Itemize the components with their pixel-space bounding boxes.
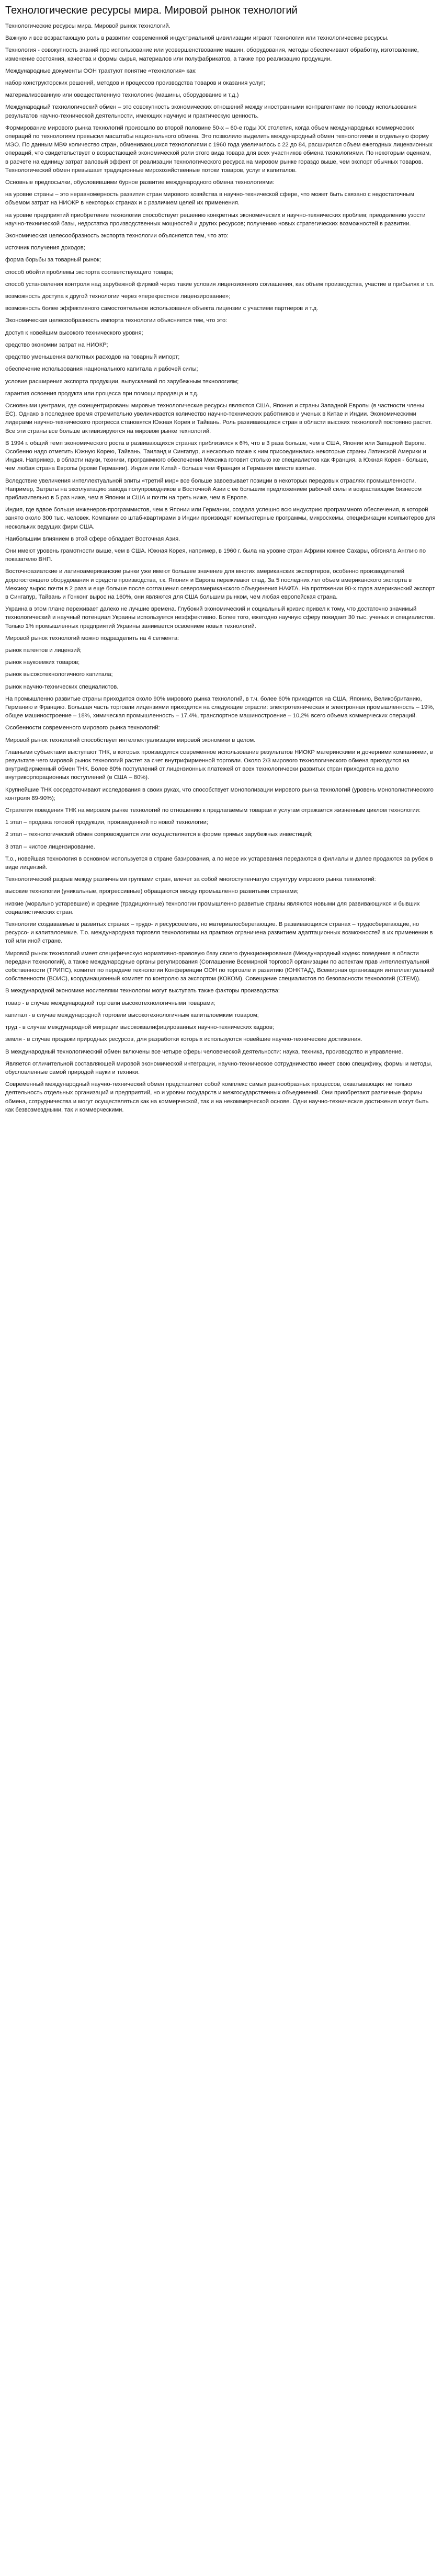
paragraph: Мировой рынок технологий способствует интеллектуализации мировой экономики в целом.	[5, 737, 256, 743]
paragraph: материализованную или овеществленную технологию (машины, оборудование и т.д.)	[5, 92, 239, 99]
paragraph: В 1994 г. общий темп экономического роста в развивающихся странах приблизился к 6%, что в 3 раза больше, чем в США, Японии или Западной Европе. Особенно надо отметить Южную Корею, Тайвань, Таиланд и Сингапур, и несколько позже к ним присоединились некоторые страны Латинской Америки и Индия. Например, в области науки, техники, программного обеспечения Мексика готовит столько же специалистов как Франция, а Южная Корея - больше, чем любая страна Европы (кроме Германии). Индия или Китай - больше чем Франция и Германия вместе взятые.	[5, 440, 429, 472]
page-title: Технологические ресурсы мира. Мировой рынок технологий	[5, 5, 298, 16]
paragraph: рынок высокотехнологичного капитала;	[5, 671, 113, 678]
paragraph: источник получения доходов;	[5, 245, 85, 251]
paragraph: Современный международный научно-технический обмен представляет собой комплекс самых разнообразных процессов, охватывающих не только деятельность отдельных организаций и предприятий, но и уровни государств и межгосударственных объединений. Они приобретают различные формы обмена, сотрудничества и могут осуществляться как на коммерческой, так и на некоммерческой основе. Одни научно-технические достижения могут быть как безвозмездными, так и коммерческими.	[5, 1081, 429, 1113]
paragraph: Основными центрами, где сконцентрированы мировые технологические ресурсы являются США, Япония и страны Западной Европы (в частности члены ЕС). Однако в последнее время стремительно увеличивается количество научно-технических работников и ученых в Китае и Индии. Экономическими лидерами научно-технического прогресса становятся Южная Корея и Тайвань. Роль развивающихся стран в области высоких технологий постоянно растет. Все эти страны все больше активизируются на мировом рынке технологий.	[5, 402, 432, 434]
paragraph: 2 этап – технологический обмен сопровождается или осуществляется в форме прямых зарубежных инвестиций;	[5, 831, 313, 838]
paragraph: Технологический разрыв между различными группами стран, влечет за собой многоступенчатую структуру мирового рынка технологий:	[5, 876, 376, 883]
paragraph: Мировой рынок технологий можно подразделить на 4 сегмента:	[5, 635, 179, 642]
article-body	[5, 22, 436, 1114]
paragraph: земля - в случае продажи природных ресурсов, для разработки которых используются новейшие научно-технические достижения.	[5, 1036, 362, 1043]
paragraph: средство экономии затрат на НИОКР;	[5, 341, 108, 348]
paragraph: 3 этап – чистое лицензирование.	[5, 843, 95, 850]
paragraph: Они имеют уровень грамотности выше, чем в США. Южная Корея, например, в 1960 г. была на уровне стран Африки южнее Сахары, обгоняла Англию по показателю ВНП.	[5, 547, 426, 563]
paragraph: форма борьбы за товарный рынок;	[5, 257, 101, 264]
paragraph: на уровне предприятий приобретение технологии способствует решению конкретных экономических и научно-технических проблем; преодолению узости научно-технической базы, недостатка производственных мощностей и других ресурсов; получению новых стратегических возможностей в развитии.	[5, 212, 426, 227]
paragraph: Является отличительной составляющей мировой экономической интеграции, научно-техническое сотрудничество имеет свою специфику, формы и методы, обусловленные самой природой науки и техники.	[5, 1060, 433, 1075]
paragraph: Международный технологический обмен – это совокупность экономических отношений между иностранными контрагентами по поводу использования результатов научно-технической деятельности, имеющих научную и практическую ценность.	[5, 104, 417, 119]
paragraph: Технология - совокупность знаний про использование или усовершенствование машин, оборудования, методы обеспечивают обработку, изготовление, изменение состояния, качества и формы сырья, материалов или полуфабрикатов, а также про реализацию продукции.	[5, 47, 419, 62]
paragraph: рынок патентов и лицензий;	[5, 647, 82, 654]
paragraph: В международной экономике носителями технологии могут выступать также факторы производства:	[5, 988, 280, 994]
paragraph: труд - в случае международной миграции высококвалифицированных научно-технических кадров;	[5, 1024, 275, 1031]
paragraph: товар - в случае международной торговли высокотехнологичными товарами;	[5, 1000, 215, 1006]
paragraph: условие расширения экспорта продукции, выпускаемой по зарубежным технологиям;	[5, 378, 239, 385]
paragraph: рынок наукоемких товаров;	[5, 659, 80, 666]
paragraph: обеспечение использования национального капитала и рабочей силы;	[5, 366, 198, 373]
paragraph: Украина в этом плане переживает далеко не лучшие времена. Глубокий экономический и социальный кризис привел к тому, что достаточно значимый технологический и научный потенциал Украины используется неэффективно. Более того, ежегодно научную сферу покидает 30 тыс. ученых и специалистов. Только 1% промышленных предприятий Украины занимается освоением новых технологий.	[5, 606, 435, 629]
paragraph: набор конструкторских решений, методов и процессов производства товаров и оказания услуг;	[5, 80, 265, 87]
paragraph: Стратегия поведения ТНК на мировом рынке технологий по отношению к предлагаемым товарам и услугам отражается жизненным циклом технологии:	[5, 807, 421, 814]
paragraph: возможность доступа к другой технологии через «перекрестное лицензирование»;	[5, 293, 231, 300]
paragraph: 1 этап – продажа готовой продукции, произведенной по новой технологии;	[5, 819, 208, 826]
paragraph: высокие технологии (уникальные, прогрессивные) обращаются между промышленно развитыми странами;	[5, 888, 299, 895]
paragraph: Т.о., новейшая технология в основном используется в стране базирования, а по мере их устаревания передаются в филиалы и далее продаются за рубеж в виде лицензий.	[5, 855, 433, 871]
paragraph: Вследствие увеличения интеллектуальной элиты «третий мир» все больше завоевывает позиции в некоторых передовых отраслях промышленности. Например, Затраты на эксплуатацию завода полупроводников в Восточной Азии с ее большим предложением рабочей силы и возрастающим бизнесом приблизительно в 5 раз ниже, чем в Японии и США и почти на треть ниже, чем в Европе.	[5, 477, 422, 501]
paragraph: Технологии создаваемые в развитых странах – трудо- и ресурсоемкие, но материалосберегающие. В развивающихся странах – трудосберегающие, но ресурсо- и капиталоемкие. Т.о. международная торговля технологиями на практике ограничена развитием адаптационных возможностей в их применении в той или иной стране.	[5, 921, 433, 945]
paragraph: Экономическая целесообразность экспорта технологии объясняется тем, что это:	[5, 233, 229, 239]
paragraph: Особенности современного мирового рынка технологий:	[5, 725, 160, 731]
paragraph: На промышленно развитые страны приходится около 90% мирового рынка технологий, в т.ч. более 60% приходится на США, Японию, Великобританию, Германию и Францию. Большая часть торговли лицензиями приходится на следующие отрасли: электротехническая и электронная промышленность – 19%, общее машиностроение – 18%, химическая промышленность – 17,4%, транспортное машиностроение – 10,2% всего объема коммерческих операций.	[5, 695, 435, 719]
paragraph: гарантия освоения продукта или процесса при помощи продавца и т.д.	[5, 390, 199, 397]
paragraph: на уровне страны – это неравномерность развития стран мирового хозяйства в научно-технической сфере, что может быть связано с недостаточным объемом затрат на НИОКР в некоторых странах и с различием целей их применения.	[5, 191, 414, 207]
paragraph: возможность более эффективного самостоятельное использования объекта лицензии с участием партнеров и т.д.	[5, 305, 319, 312]
paragraph: способ обойти проблемы экспорта соответствующего товара;	[5, 269, 174, 276]
paragraph: Важную и все возрастающую роль в развитии современной индустриальной цивилизации играют технологии или технологические ресурсы.	[5, 35, 389, 42]
paragraph: доступ к новейшим высокого технического уровня;	[5, 329, 143, 336]
paragraph: Наибольшим влиянием в этой сфере обладает Восточная Азия.	[5, 535, 180, 542]
paragraph: рынок научно-технических специалистов.	[5, 683, 119, 690]
paragraph: Формирование мирового рынка технологий произошло во второй половине 50-х – 60-е годы XX столетия, когда объем международных коммерческих операций по технологиям превысил масштабы национального обмена. Это позволило выделить международный обмен технологиями в отдельную форму МЭО. По данным МВФ количество стран, обменивающихся технологиями с 1960 года увеличилось с 22 до 84, расширился объем ежегодных лицензионных операций, что свидетельствует о возрастающей экономической роли этого вида товара для всех участников обмена технологиями. По некоторым оценкам, в расчете на единицу затрат валовый эффект от реализации технологического ресурса на мировом рынке гораздо выше, чем экспорт обычных товаров. Технологический обмен превышает традиционные мирохозяйственные потоки товаров, услуг и капиталов.	[5, 124, 433, 174]
paragraph: низкие (морально устаревшие) и средние (традиционные) технологии промышленно развитые страны являются новыми для развивающихся и бывших социалистических стран.	[5, 900, 420, 915]
paragraph: Главными субъектами выступают ТНК, в которых производится современное использование результатов НИОКР материнскими и дочерними компаниями, в результате чего мировой рынок технологий растет за счет внутрифирменной торговли. Около 2/3 мирового технологического обмена приходится на внутрифирменный обмен ТНК. Более 80% поступлений от лицензионных платежей от всех технологически развитых стран приходится на долю внутрикорпорационных поступлений (в США – 80%).	[5, 749, 433, 781]
paragraph: Международные документы ООН трактуют понятие «технология» как:	[5, 67, 197, 74]
paragraph: способ установления контроля над зарубежной фирмой через такие условия лицензионного соглашения, как объем производства, участие в прибылях и т.п.	[5, 281, 435, 288]
paragraph: Индия, где вдвое больше инженеров-программистов, чем в Японии или Германии, создала успешно всю индустрию программного обеспечения, в которой занято около 300 тыс. человек. Компании со штаб-квартирами в Индии производят компьютерные программы, микросхемы, спецификации компьютеров для нескольких ведущих фирм США.	[5, 507, 436, 530]
paragraph: Восточноазиатские и латиноамериканские рынки уже имеют большее значение для многих американских экспортеров, особенно производителей дорогостоящего оборудования и средств производства, т.к. Япония и Европа переживают спад. За 5 последних лет объем американского экспорта в Мексику вырос почти в 2 раза и еще больше после соглашения североамериканского объединения НАФТА. На протяжении 90-х годов американский экспорт в Сингапур, Тайвань и Гонконг вырос на 160%, они являются для США большим рынком, чем любая европейская страна.	[5, 568, 435, 600]
paragraph: средство уменьшения валютных расходов на товарный импорт;	[5, 354, 180, 361]
paragraph: Мировой рынок технологий имеет специфическую нормативно-правовую базу своего функционирования (Международный кодекс поведения в области передачи технологий), а также международные органы регулирования (Соглашение Всемирной торговой организации по аспектам прав интеллектуальной собственности (ТРИПС), комитет по передаче технологии Конференции ООН по торговле и развитию (ЮНКТАД), Всемирная организация интеллектуальной собственности (ВОИС), координационный комитет по контролю за экспортом (КОКОМ). Совещание специалистов по безопасности технологий (СТЕМ)).	[5, 950, 435, 982]
paragraph: Основные предпосылки, обусловившими бурное развитие международного обмена технологиями:	[5, 179, 275, 186]
paragraph: капитал - в случае международной торговли высокотехнологичным капиталоемким товаром;	[5, 1012, 259, 1018]
paragraph: Экономическая целесообразность импорта технологии объясняется тем, что это:	[5, 317, 228, 324]
paragraph: Крупнейшие ТНК сосредоточивают исследования в своих руках, что способствует монополизации мирового рынка технологий (уровень монополистического контроля 89-90%);	[5, 786, 434, 802]
paragraph: Технологические ресурсы мира. Мировой рынок технологий.	[5, 23, 171, 29]
paragraph: В международный технологический обмен включены все четыре сферы человеческой деятельности: наука, техника, производство и управление.	[5, 1048, 403, 1055]
